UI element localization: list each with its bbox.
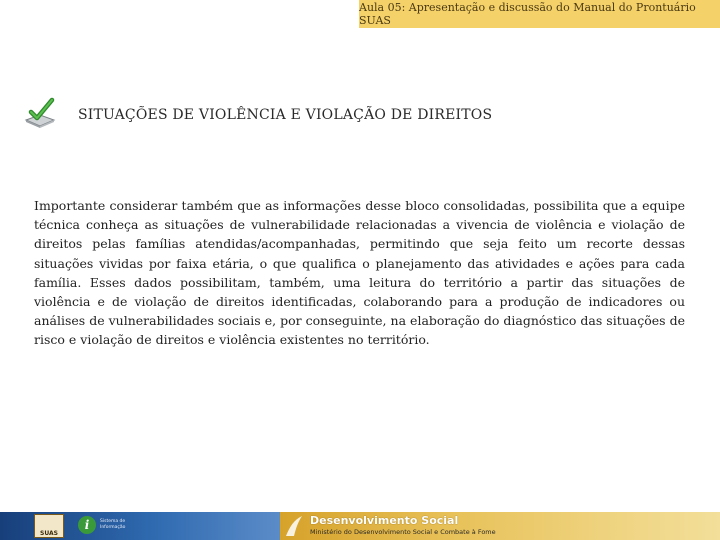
suas-logo (34, 514, 64, 538)
course-banner (359, 0, 720, 28)
ds-logo-icon (284, 514, 304, 538)
ds-title: Desenvolvimento Social (310, 514, 459, 527)
info-icon: i (78, 516, 96, 534)
body-paragraph: Importante considerar também que as informações desse bloco consolidadas, possibilita que a equipe técnica conheça as situações de vulnerabilidade relacionadas a vivencia de violência e violação de direitos pelas famílias atendidas/acompanhadas, permitindo que seja feito um recorte dessas situações vividas por faixa etária, o que qualifica o planejamento das atividades e ações para cada família. Esses dados possibilitam, também, uma leitura do território a partir das situações de violência e de violação de direitos identificadas, colaborando para a produção de indicadores ou análises de vulnerabilidades sociais e, por conseguinte, na elaboração do diagnóstico das situações de risco e violação de direitos e violência existentes no território. (34, 198, 685, 348)
info-text-line1: Sistema de (100, 519, 126, 524)
checkmark-icon (22, 96, 58, 132)
ds-subtitle: Ministério do Desenvolvimento Social e Combate à Fome (310, 528, 496, 536)
info-system-text (100, 519, 125, 531)
footer-bar (0, 512, 720, 540)
footer-left-band (0, 512, 280, 540)
suas-logo-text: SUAS (40, 530, 58, 537)
info-text-line2: Informação (100, 525, 126, 530)
course-banner-text: Aula 05: Apresentação e discussão do Manual do Prontuário SUAS (359, 1, 696, 27)
slide-title: SITUAÇÕES DE VIOLÊNCIA E VIOLAÇÃO DE DIREITOS (78, 107, 493, 123)
